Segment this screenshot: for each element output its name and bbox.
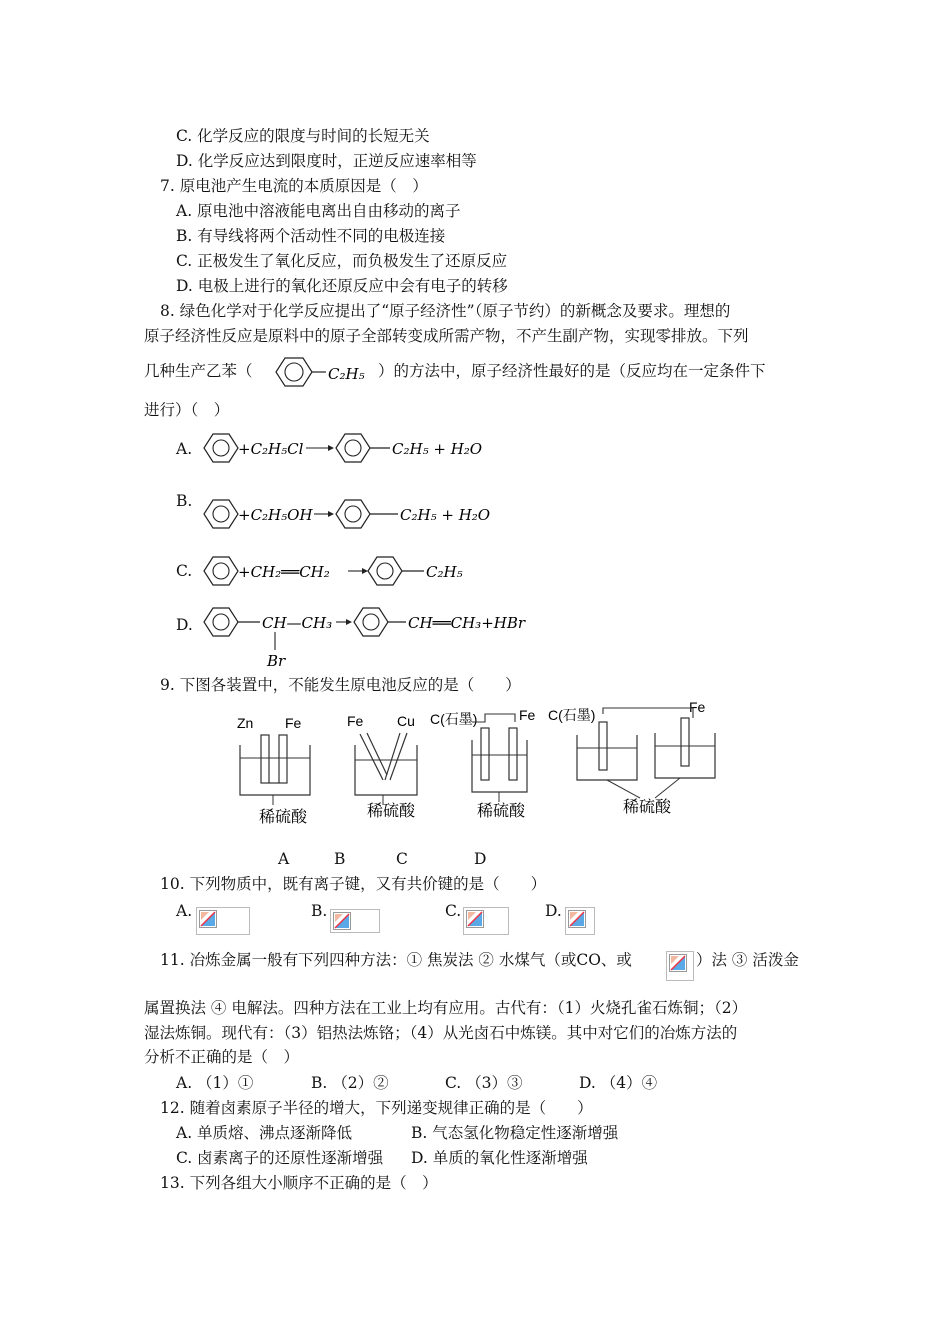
ethylbenzene-structure (266, 353, 376, 391)
svg-text:Zn: Zn (237, 715, 254, 731)
q10-option-c-label: C. (445, 902, 462, 920)
q7-option-c: C. 正极发生了氧化反应，而负极发生了还原反应 (176, 252, 508, 270)
q11-option-c: C. （3）③ (445, 1074, 523, 1092)
svg-text:C₂H₅ + H₂O: C₂H₅ + H₂O (400, 506, 491, 524)
q8-stem-line3b: ）的方法中，原子经济性最好的是（反应均在一定条件下 (378, 362, 766, 380)
svg-text:Fe: Fe (285, 715, 302, 731)
svg-text:稀硫酸: 稀硫酸 (367, 803, 416, 820)
svg-text:C₂H₅: C₂H₅ (426, 563, 463, 581)
q8-label-b: B. (176, 492, 193, 510)
q11-stem-line1a: 11. 冶炼金属一般有下列四种方法：① 焦炭法 ② 水煤气（或CO、或 (160, 951, 632, 969)
q10-stem: 10. 下列物质中，既有离子键，又有共价键的是（ ） (160, 875, 547, 893)
svg-text:+C₂H₅Cl: +C₂H₅Cl (238, 440, 304, 458)
svg-text:+C₂H₅OH: +C₂H₅OH (238, 506, 313, 524)
q10-option-d-image (565, 907, 595, 935)
q11-option-a: A. （1）① (176, 1074, 254, 1092)
q8-reaction-b (196, 492, 526, 536)
svg-text:稀硫酸: 稀硫酸 (259, 809, 308, 826)
svg-text:C₂H₅ + H₂O: C₂H₅ + H₂O (392, 440, 483, 458)
broken-image-icon (568, 910, 586, 928)
q10-option-a-image (196, 907, 250, 935)
q8-label-d: D. (176, 616, 193, 634)
svg-text:CH══CH₃+HBr: CH══CH₃+HBr (408, 614, 526, 632)
q13-stem: 13. 下列各组大小顺序不正确的是（ ） (160, 1174, 438, 1192)
svg-text:稀硫酸: 稀硫酸 (623, 799, 672, 816)
svg-text:Fe: Fe (519, 707, 536, 723)
q9-fig-label-c: C (396, 850, 408, 868)
q8-reaction-d (196, 600, 556, 672)
q8-stem-line2: 原子经济性反应是原料中的原子全部转变成所需产物，不产生副产物，实现零排放。下列 (144, 327, 749, 345)
svg-text:CH—CH₃: CH—CH₃ (262, 614, 333, 632)
q7-option-b: B. 有导线将两个活动性不同的电极连接 (176, 227, 446, 245)
broken-image-icon (199, 910, 217, 928)
q8-stem-line3a: 几种生产乙苯（ (144, 362, 253, 380)
q12-option-a: A. 单质熔、沸点逐渐降低 (176, 1124, 353, 1142)
q10-option-b-label: B. (311, 902, 328, 920)
q8-stem-line4: 进行）（ ） (144, 401, 230, 419)
q7-stem: 7. 原电池产生电流的本质原因是（ ） (160, 177, 428, 195)
q11-option-d: D. （4）④ (579, 1074, 658, 1092)
broken-image-icon (466, 910, 484, 928)
q8-reaction-c (196, 549, 496, 593)
q10-option-c-image (463, 907, 509, 935)
svg-text:+CH₂══CH₂: +CH₂══CH₂ (238, 563, 330, 581)
svg-text:C(石墨): C(石墨) (430, 711, 478, 727)
q9-fig-label-a: A (278, 850, 290, 868)
q6-option-d: D. 化学反应达到限度时，正逆反应速率相等 (176, 152, 477, 170)
q10-option-a-label: A. (176, 902, 193, 920)
q10-option-b-image (330, 909, 380, 933)
broken-image-icon (333, 912, 351, 930)
broken-image-icon (669, 954, 687, 972)
q8-stem-line1: 8. 绿色化学对于化学反应提出了“原子经济性”（原子节约）的新概念及要求。理想的 (160, 302, 731, 320)
q8-label-c: C. (176, 562, 193, 580)
svg-text:Br: Br (267, 652, 286, 670)
q8-label-a: A. (176, 440, 193, 458)
q12-option-d: D. 单质的氧化性逐渐增强 (411, 1149, 588, 1167)
ethyl-label: C₂H₅ (328, 365, 365, 383)
q11-stem-line1b: ）法 ③ 活泼金 (696, 951, 799, 969)
svg-text:Fe: Fe (347, 713, 364, 729)
q12-option-c: C. 卤素离子的还原性逐渐增强 (176, 1149, 384, 1167)
q11-stem-line3: 湿法炼铜。现代有：（3）铝热法炼铬；（4）从光卤石中炼镁。其中对它们的冶炼方法的 (144, 1024, 738, 1042)
q6-option-c: C. 化学反应的限度与时间的长短无关 (176, 127, 430, 145)
q10-option-d-label: D. (545, 902, 562, 920)
q11-stem-line4: 分析不正确的是（ ） (144, 1048, 300, 1066)
q9-apparatus-figure (225, 700, 725, 835)
q9-fig-label-b: B (334, 850, 346, 868)
q9-stem: 9. 下图各装置中，不能发生原电池反应的是（ ） (160, 676, 521, 694)
q9-fig-label-d: D (474, 850, 487, 868)
svg-text:稀硫酸: 稀硫酸 (477, 803, 526, 820)
svg-text:Fe: Fe (689, 700, 706, 715)
q11-stem-line2: 属置换法 ④ 电解法。四种方法在工业上均有应用。古代有：（1）火烧孔雀石炼铜；（2） (144, 999, 748, 1017)
svg-text:C(石墨): C(石墨) (548, 707, 596, 723)
q11-inline-image (666, 951, 694, 981)
q7-option-d: D. 电极上进行的氧化还原反应中会有电子的转移 (176, 277, 508, 295)
q11-option-b: B. （2）② (311, 1074, 389, 1092)
q12-stem: 12. 随着卤素原子半径的增大，下列递变规律正确的是（ ） (160, 1099, 593, 1117)
q12-option-b: B. 气态氢化物稳定性逐渐增强 (411, 1124, 619, 1142)
svg-text:Cu: Cu (397, 713, 415, 729)
q7-option-a: A. 原电池中溶液能电离出自由移动的离子 (176, 202, 461, 220)
q8-reaction-a (196, 426, 516, 470)
